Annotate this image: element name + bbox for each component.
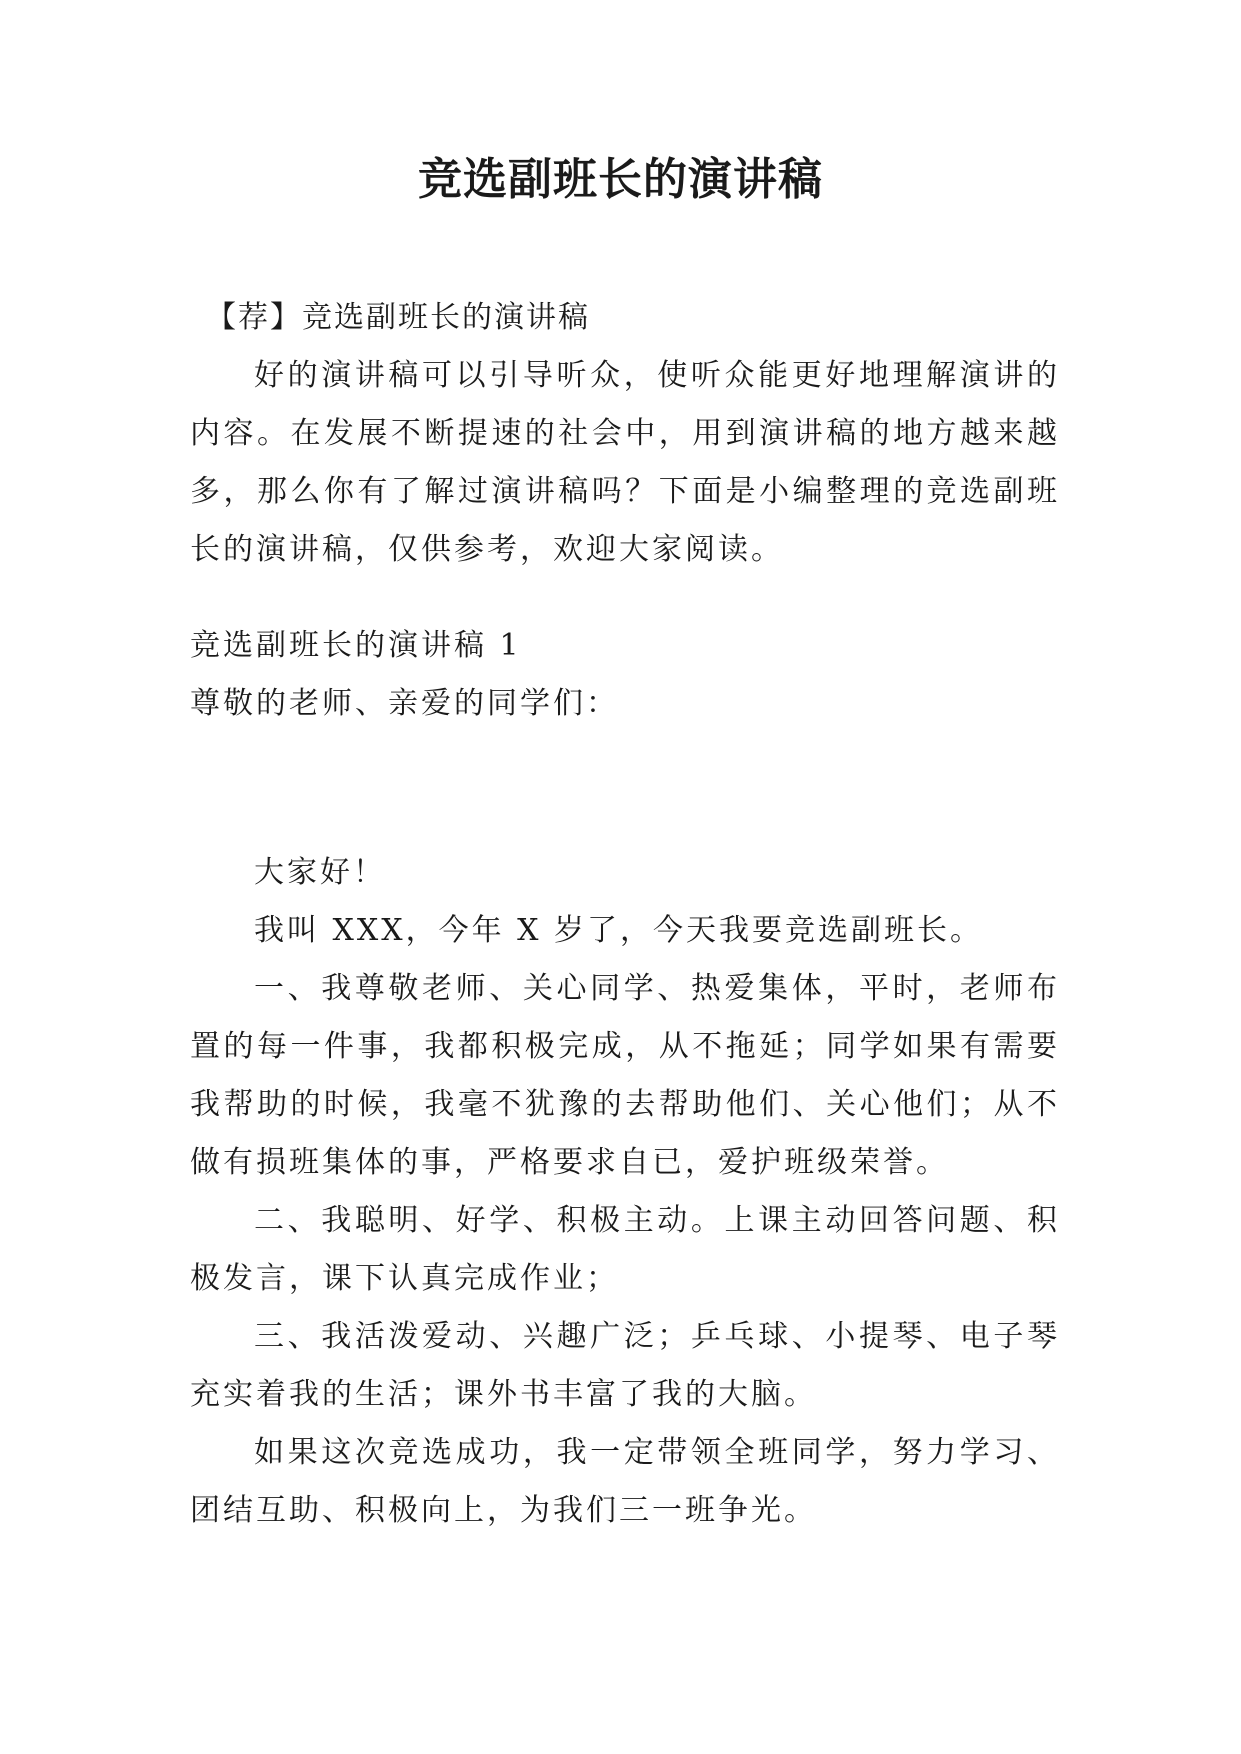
- intro-paragraph: 好的演讲稿可以引导听众，使听众能更好地理解演讲的内容。在发展不断提速的社会中，用到演讲稿的地方越来越多，那么你有了解过演讲稿吗？下面是小编整理的竞选副班长的演讲稿，仅供参考，欢迎大家阅读。: [190, 358, 1060, 567]
- section-title: 竞选副班长的演讲稿 1: [190, 628, 522, 663]
- speech-body-block: [190, 844, 1060, 1540]
- recommend-line: 【荐】竞选副班长的演讲稿: [206, 300, 590, 335]
- speech-paragraph: 二、我聪明、好学、积极主动。上课主动回答问题、积极发言，课下认真完成作业；: [190, 1203, 1060, 1296]
- greeting: 大家好！: [254, 855, 386, 890]
- speech-paragraph: 三、我活泼爱动、兴趣广泛；乒乓球、小提琴、电子琴充实着我的生活；课外书丰富了我的大脑。: [190, 1319, 1060, 1412]
- document-title: 竞选副班长的演讲稿: [418, 154, 823, 205]
- salutation: 尊敬的老师、亲爱的同学们：: [190, 686, 619, 721]
- speech-paragraph: 一、我尊敬老师、关心同学、热爱集体，平时，老师布置的每一件事，我都积极完成，从不拖延；同学如果有需要我帮助的时候，我毫不犹豫的去帮助他们、关心他们；从不做有损班集体的事，严格要求自已，爱护班级荣誉。: [190, 971, 1060, 1180]
- speech-paragraph: 如果这次竞选成功，我一定带领全班同学，努力学习、团结互助、积极向上，为我们三一班争光。: [190, 1435, 1060, 1528]
- speech-paragraph: 我叫 XXX，今年 X 岁了，今天我要竞选副班长。: [254, 913, 984, 948]
- intro-block: [190, 347, 1060, 579]
- speech-header-block: [190, 617, 1060, 733]
